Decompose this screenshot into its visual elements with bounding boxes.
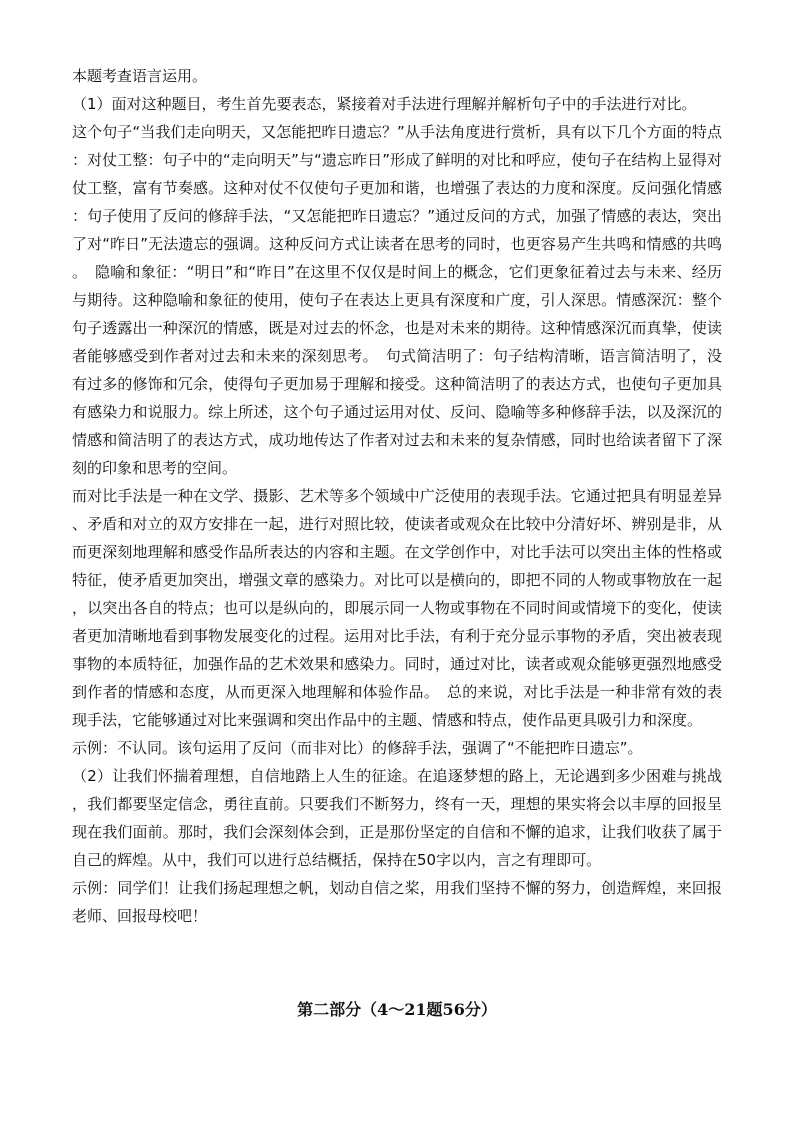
section-title: 第二部分（4～21题56分） (297, 1000, 497, 1019)
paragraph-topic: 本题考查语言运用。 (72, 67, 208, 85)
paragraph-sentence-analysis: 这个句子“当我们走向明天，又怎能把昨日遗忘？”从手法角度进行赏析，具有以下几个方面的特点：对仗工整：句子中的“走向明天”与“遗忘昨日”形成了鲜明的对比和呼应，使句子在结构上显得对仗工整，富有节奏感。这种对仗不仅使句子更加和谐，也增强了表达的力度和深度。反问强化情感：句子使用了反问的修辞手法，“又怎能把昨日遗忘？”通过反问的方式，加强了情感的表达，突出了对“昨日”无法遗忘的强调。这种反问方式让读者在思考的同时，也更容易产生共鸣和情感的共鸣。 隐喻和象征：“明日”和“昨日”在这里不仅仅是时间上的概念，它们更象征着过去与未来、经历与期待。这种隐喻和象征的使用，使句子在表达上更具有深度和广度，引人深思。情感深沉：整个句子透露出一种深沉的情感，既是对过去的怀念，也是对未来的期待。这种情感深沉而真挚，使读者能够感受到作者对过去和未来的深刻思考。 句式简洁明了：句子结构清晰，语言简洁明了，没有过多的修饰和冗余，使得句子更加易于理解和接受。这种简洁明了的表达方式，也使句子更加具有感染力和说服力。综上所述，这个句子通过运用对仗、反问、隐喻等多种修辞手法，以及深沉的情感和简洁明了的表达方式，成功地传达了作者对过去和未来的复杂情感，同时也给读者留下了深刻的印象和思考的空间。 (72, 123, 722, 477)
paragraph-example-2: 示例：同学们！让我们扬起理想之帆，划动自信之桨，用我们坚持不懈的努力，创造辉煌，来回报老师、回报母校吧！ (72, 879, 722, 925)
paragraph-part2: （2）让我们怀揣着理想，自信地踏上人生的征途。在追逐梦想的路上，无论遇到多少困难与挑战，我们都要坚定信念，勇往直前。只要我们不断努力，终有一天，理想的果实将会以丰厚的回报呈现在我们面前。那时，我们会深刻体会到，正是那份坚定的自信和不懈的追求，让我们收获了属于自己的辉煌。从中，我们可以进行总结概括，保持在50字以内，言之有理即可。 (72, 767, 722, 869)
paragraph-part1-intro: （1）面对这种题目，考生首先要表态，紧接着对手法进行理解并解析句子中的手法进行对比。 (72, 95, 697, 113)
paragraph-example-1: 示例：不认同。该句运用了反问（而非对比）的修辞手法，强调了“不能把昨日遗忘”。 (72, 739, 643, 757)
paragraph-contrast-technique: 而对比手法是一种在文学、摄影、艺术等多个领域中广泛使用的表现手法。它通过把具有明显差异、矛盾和对立的双方安排在一起，进行对照比较，使读者或观众在比较中分清好坏、辨别是非，从而更深刻地理解和感受作品所表达的内容和主题。在文学创作中，对比手法可以突出主体的性格或特征，使矛盾更加突出，增强文章的感染力。对比可以是横向的，即把不同的人物或事物放在一起，以突出各自的特点；也可以是纵向的，即展示同一人物或事物在不同时间或情境下的变化，使读者更加清晰地看到事物发展变化的过程。运用对比手法，有利于充分显示事物的矛盾，突出被表现事物的本质特征，加强作品的艺术效果和感染力。同时，通过对比，读者或观众能够更强烈地感受到作者的情感和态度，从而更深入地理解和体验作品。 总的来说，对比手法是一种非常有效的表现手法，它能够通过对比来强调和突出作品中的主题、情感和特点，使作品更具吸引力和深度。 (72, 487, 722, 729)
answer-analysis (72, 62, 722, 930)
